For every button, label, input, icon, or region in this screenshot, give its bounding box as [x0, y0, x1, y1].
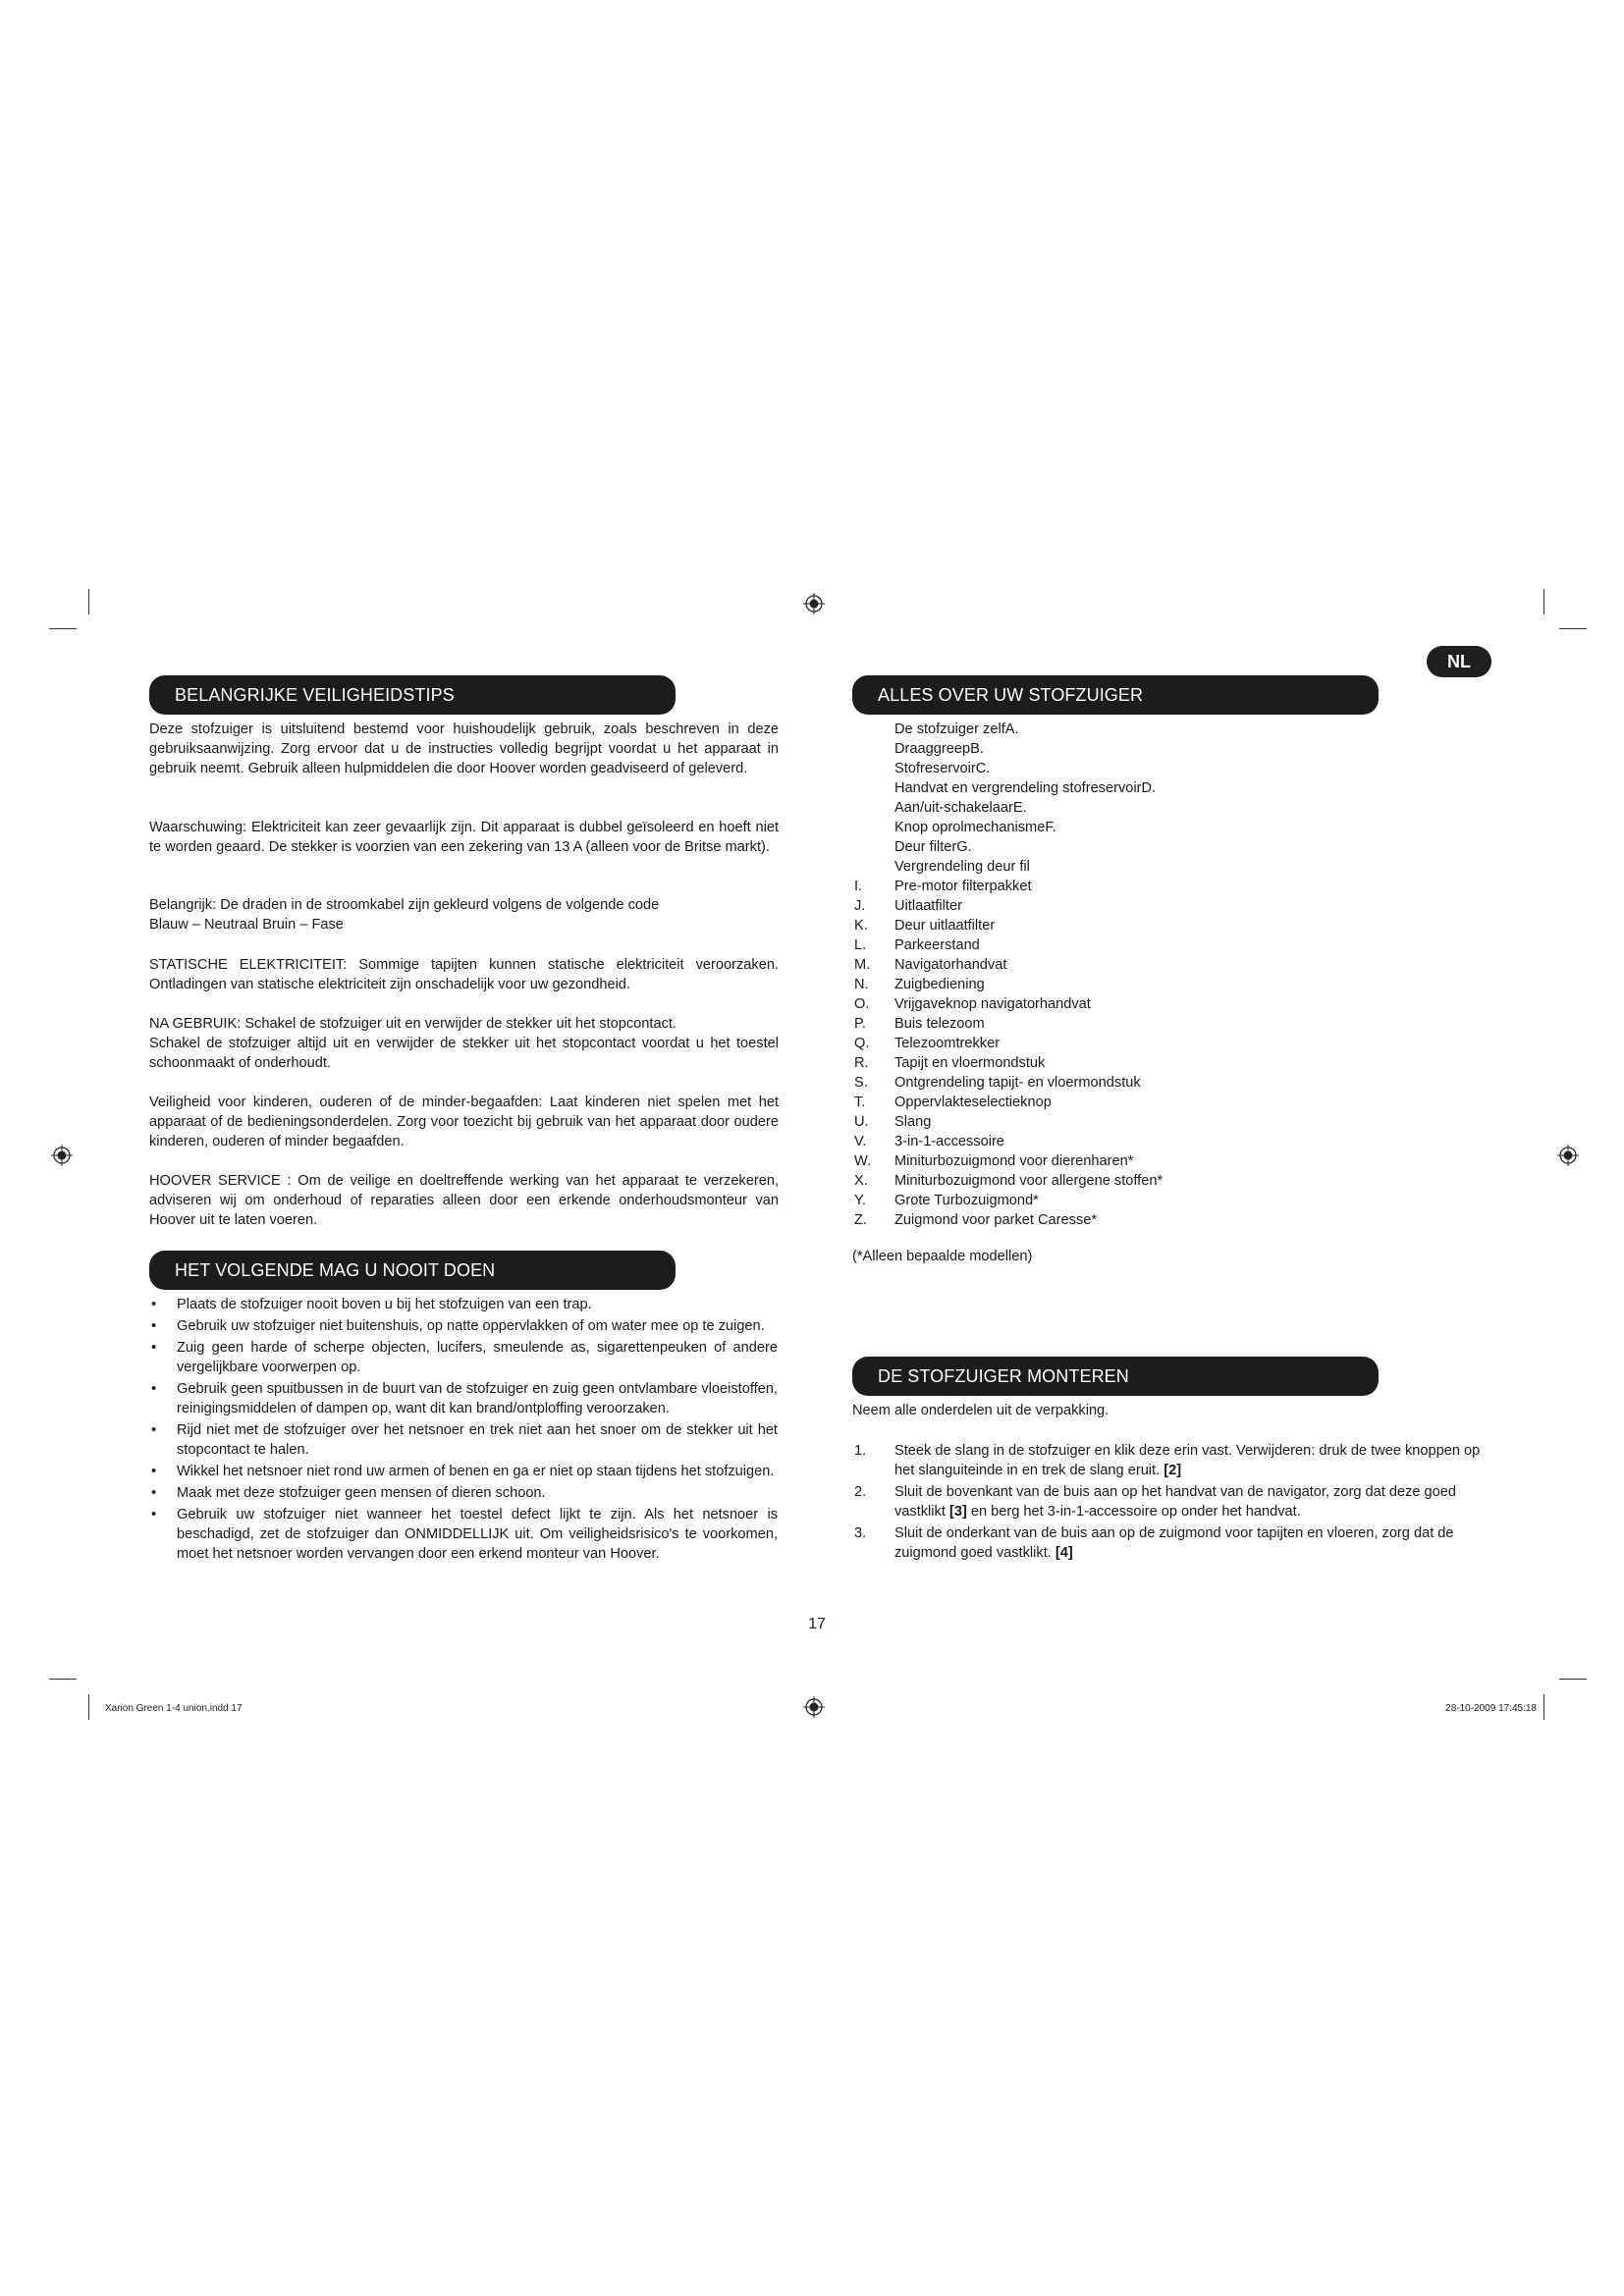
section-heading-assembly: DE STOFZUIGER MONTEREN [852, 1357, 1379, 1396]
list-item: Deur filterG. [894, 839, 972, 855]
list-item: Y. Grote Turbozuigmond* [854, 1193, 1039, 1208]
list-item: V. 3-in-1-accessoire [854, 1134, 1004, 1149]
registration-mark-icon [51, 1145, 73, 1166]
list-item: • Gebruik uw stofzuiger niet wanneer het toestel defect lijkt te zijn. Als het netsnoer is beschadigd, zet de stofzuiger dan ONMIDDELLIJK uit. Om veiligheidsrisico's te voorkomen, moet het netsnoer worden vervangen door een erkend monteur van Hoover. [149, 1505, 778, 1564]
list-item: Q. Telezoomtrekker [854, 1036, 1001, 1051]
list-item: M. Navigatorhandvat [854, 957, 1007, 973]
list-item: P. Buis telezoom [854, 1016, 985, 1032]
safety-paragraph: Belangrijk: De draden in de stroomkabel zijn gekleurd volgens de volgende code Blauw – Neutraal Bruin – Fase [149, 897, 660, 933]
safety-paragraph: Waarschuwing: Elektriciteit kan zeer gevaarlijk zijn. Dit apparaat is dubbel geïsoleerd en hoeft niet te worden geaard. De stekker is voorzien van een zekering van 13 A (alleen voor de Britse markt). [149, 820, 779, 855]
safety-paragraph: HOOVER SERVICE : Om de veilige en doeltreffende werking van het apparaat te verzekeren, adviseren wij om onderhoud of reparaties alleen door een erkende onderhoudsmonteur van Hoover uit te laten voeren. [149, 1173, 779, 1228]
assembly-steps [852, 1441, 1489, 1565]
registration-mark-icon [1557, 1145, 1579, 1166]
safety-paragraph: Veiligheid voor kinderen, ouderen of de minder-begaafden: Laat kinderen niet spelen met het apparaat of de bedieningsonderdelen. Zorg voor toezicht bij gebruik van het apparaat door oudere kinderen, ouderen of minder begaafden. [149, 1095, 779, 1149]
crop-mark [88, 589, 89, 614]
list-item: J. Uitlaatfilter [854, 898, 962, 914]
never-list [149, 1295, 778, 1566]
list-item: K. Deur uitlaatfilter [854, 918, 996, 934]
page-number: 17 [808, 1616, 826, 1632]
list-item: R. Tapijt en vloermondstuk [854, 1055, 1046, 1071]
list-item: • Plaats de stofzuiger nooit boven u bij het stofzuigen van een trap. [149, 1295, 778, 1314]
crop-mark [1543, 1694, 1544, 1720]
crop-mark [49, 1679, 77, 1680]
safety-paragraph: STATISCHE ELEKTRICITEIT: Sommige tapijten kunnen statische elektriciteit veroorzaken. Ontladingen van statische elektriciteit zijn onschadelijk voor uw gezondheid. [149, 957, 779, 992]
list-item: W. Miniturbozuigmond voor dierenharen* [854, 1153, 1134, 1169]
crop-mark [88, 1694, 89, 1720]
section-heading-about: ALLES OVER UW STOFZUIGER [852, 675, 1379, 715]
section-heading-safety: BELANGRIJKE VEILIGHEIDSTIPS [149, 675, 676, 715]
list-item: Z. Zuigmond voor parket Caresse* [854, 1212, 1098, 1228]
list-item: Handvat en vergrendeling stofreservoirD. [894, 780, 1157, 796]
list-item: 3. Sluit de onderkant van de buis aan op de zuigmond voor tapijten en vloeren, zorg dat de zuigmond goed vastklikt. [4] [854, 1525, 1454, 1561]
print-slug-left: Xarion Green 1-4 union.indd 17 [105, 1703, 243, 1714]
safety-paragraph: NA GEBRUIK: Schakel de stofzuiger uit en verwijder de stekker uit het stopcontact. Schakel de stofzuiger altijd uit en verwijder de stekker uit het stopcontact voordat u het toestel schoonmaakt of onderhoudt. [149, 1016, 779, 1071]
list-item: StofreservoirC. [894, 761, 991, 776]
registration-mark-icon [803, 593, 825, 614]
assembly-intro: Neem alle onderdelen uit de verpakking. [852, 1403, 1110, 1418]
list-item: O. Vrijgaveknop navigatorhandvat [854, 996, 1091, 1012]
language-tab: NL [1427, 646, 1491, 677]
list-item: 2. Sluit de bovenkant van de buis aan op het handvat van de navigator, zorg dat deze goed vastklikt [3] en berg het 3-in-1-accessoire op onder het handvat. [854, 1484, 1457, 1520]
list-item: • Gebruik geen spuitbussen in de buurt van de stofzuiger en zuig geen ontvlambare vloeistoffen, reinigingsmiddelen of dampen op, want dit kan brand/ontploffing veroorzaken. [149, 1379, 778, 1418]
list-item: S. Ontgrendeling tapijt- en vloermondstuk [854, 1075, 1141, 1091]
list-item: 1. Steek de slang in de stofzuiger en klik deze erin vast. Verwijderen: druk de twee knoppen op het slanguiteinde in en trek de slang eruit. [2] [854, 1443, 1481, 1478]
list-item: • Wikkel het netsnoer niet rond uw armen of benen en ga er niet op staan tijdens het stofzuigen. [149, 1462, 778, 1481]
section-heading-never: HET VOLGENDE MAG U NOOIT DOEN [149, 1251, 676, 1290]
crop-mark [1559, 628, 1587, 629]
crop-mark [49, 628, 77, 629]
print-slug-right: 28-10-2009 17:45:18 [1445, 1703, 1537, 1714]
list-item: U. Slang [854, 1114, 932, 1130]
list-item: L. Parkeerstand [854, 937, 980, 953]
crop-mark [1543, 589, 1544, 614]
list-item: • Maak met deze stofzuiger geen mensen of dieren schoon. [149, 1483, 778, 1503]
crop-mark [1559, 1679, 1587, 1680]
safety-paragraph: Deze stofzuiger is uitsluitend bestemd voor huishoudelijk gebruik, zoals beschreven in deze gebruiksaanwijzing. Zorg ervoor dat u de instructies volledig begrijpt voordat u het apparaat in gebruik neemt. Gebruik alleen hulpmiddelen die door Hoover worden geadviseerd of geleverd. [149, 721, 779, 776]
list-item: X. Miniturbozuigmond voor allergene stoffen* [854, 1173, 1164, 1189]
list-item: I. Pre-motor filterpakket [854, 879, 1032, 894]
list-item: N. Zuigbediening [854, 977, 985, 992]
list-item: DraaggreepB. [894, 741, 984, 757]
list-item: De stofzuiger zelfA. [894, 721, 1019, 737]
list-item: Vergrendeling deur fil [894, 859, 1030, 875]
list-item: Knop oprolmechanismeF. [894, 820, 1056, 835]
list-item: • Zuig geen harde of scherpe objecten, lucifers, smeulende as, sigarettenpeuken of andere vergelijkbare voorwerpen op. [149, 1338, 778, 1377]
registration-mark-icon [803, 1696, 825, 1718]
list-item: • Rijd niet met de stofzuiger over het netsnoer en trek niet aan het snoer om de stekker uit het stopcontact te halen. [149, 1420, 778, 1460]
list-item: • Gebruik uw stofzuiger niet buitenshuis, op natte oppervlakken of om water mee op te zuigen. [149, 1316, 778, 1336]
parts-footnote: (*Alleen bepaalde modellen) [852, 1249, 1033, 1264]
parts-list [852, 720, 1245, 1230]
list-item: T. Oppervlakteselectieknop [854, 1095, 1052, 1110]
list-item: Aan/uit-schakelaarE. [894, 800, 1027, 816]
